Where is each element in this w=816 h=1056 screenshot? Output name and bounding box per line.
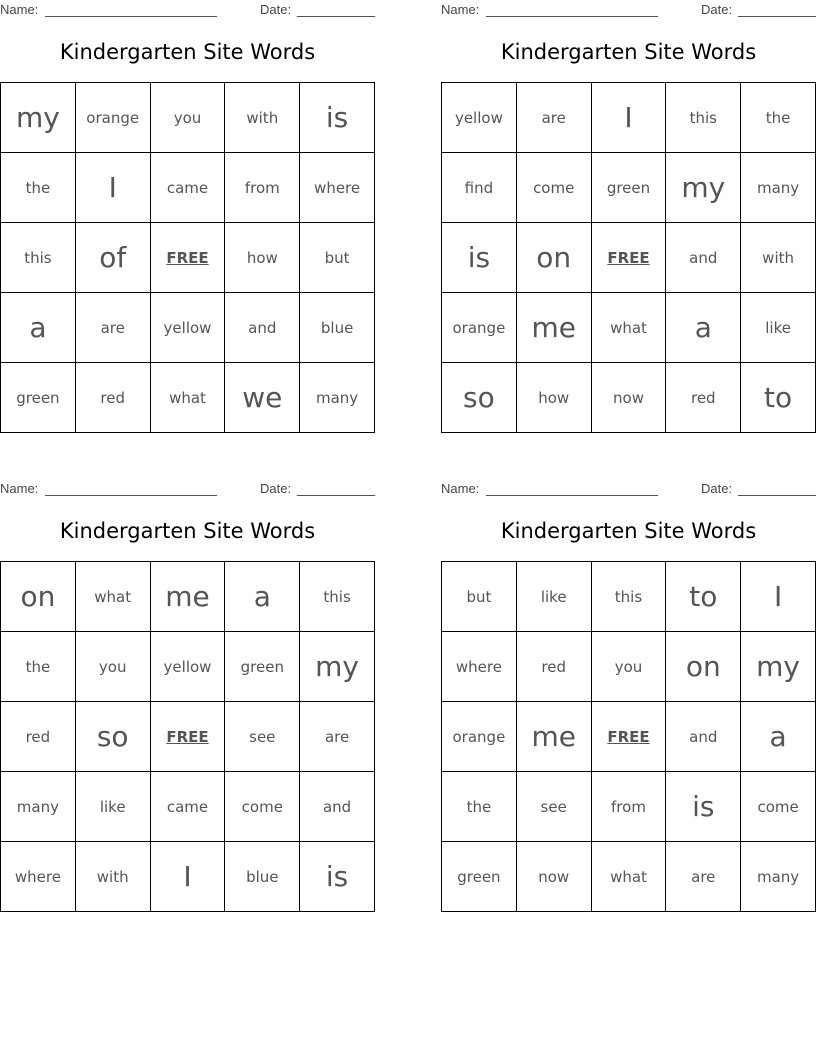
word-cell: many <box>741 842 816 912</box>
word-cell: this <box>592 562 667 632</box>
word-cell: the <box>1 153 76 223</box>
name-line <box>45 16 217 17</box>
word-cell: came <box>151 153 226 223</box>
word-cell: is <box>300 842 375 912</box>
word-cell: the <box>442 772 517 842</box>
word-grid <box>0 82 375 433</box>
word-cell: me <box>517 702 592 772</box>
word-cell: blue <box>225 842 300 912</box>
word-cell: many <box>300 363 375 433</box>
word-cell: come <box>517 153 592 223</box>
free-space: FREE <box>592 223 667 293</box>
word-cell: is <box>300 83 375 153</box>
word-cell: are <box>517 83 592 153</box>
word-cell: you <box>76 632 151 702</box>
name-line <box>486 495 658 496</box>
card-title: Kindergarten Site Words <box>59 40 316 64</box>
word-cell: my <box>666 153 741 223</box>
name-date-row <box>441 481 816 497</box>
word-cell: me <box>151 562 226 632</box>
word-cell: with <box>741 223 816 293</box>
word-cell: yellow <box>151 632 226 702</box>
word-grid <box>441 82 816 433</box>
name-label: Name: <box>0 481 39 496</box>
word-cell: what <box>151 363 226 433</box>
word-cell: how <box>225 223 300 293</box>
word-cell: like <box>741 293 816 363</box>
name-date-row <box>0 481 375 497</box>
word-cell: to <box>741 363 816 433</box>
word-cell: come <box>225 772 300 842</box>
word-cell: and <box>666 702 741 772</box>
word-cell: red <box>517 632 592 702</box>
word-cell: what <box>592 842 667 912</box>
word-cell: this <box>300 562 375 632</box>
word-cell: are <box>300 702 375 772</box>
word-cell: is <box>442 223 517 293</box>
word-cell: you <box>151 83 226 153</box>
word-cell: like <box>517 562 592 632</box>
word-cell: orange <box>442 293 517 363</box>
name-date-row <box>441 2 816 18</box>
word-cell: I <box>741 562 816 632</box>
name-line <box>45 495 217 496</box>
word-cell: with <box>225 83 300 153</box>
word-cell: many <box>741 153 816 223</box>
bingo-card-4 <box>441 479 816 911</box>
word-cell: my <box>300 632 375 702</box>
word-cell: my <box>741 632 816 702</box>
word-cell: how <box>517 363 592 433</box>
word-cell: I <box>592 83 667 153</box>
word-cell: are <box>76 293 151 363</box>
date-line <box>297 16 375 17</box>
word-cell: red <box>1 702 76 772</box>
word-cell: green <box>442 842 517 912</box>
word-cell: but <box>300 223 375 293</box>
word-cell: red <box>666 363 741 433</box>
card-title: Kindergarten Site Words <box>500 40 757 64</box>
word-cell: on <box>666 632 741 702</box>
word-cell: me <box>517 293 592 363</box>
name-label: Name: <box>0 2 39 17</box>
date-label: Date: <box>701 481 733 496</box>
bingo-card-1 <box>0 0 375 432</box>
bingo-card-3 <box>0 479 375 911</box>
word-cell: orange <box>76 83 151 153</box>
date-line <box>738 495 816 496</box>
word-cell: I <box>76 153 151 223</box>
card-title: Kindergarten Site Words <box>500 519 757 543</box>
word-cell: but <box>442 562 517 632</box>
word-cell: a <box>741 702 816 772</box>
word-cell: on <box>517 223 592 293</box>
word-cell: a <box>225 562 300 632</box>
word-cell: my <box>1 83 76 153</box>
name-line <box>486 16 658 17</box>
word-cell: what <box>592 293 667 363</box>
word-cell: to <box>666 562 741 632</box>
word-cell: green <box>1 363 76 433</box>
name-date-row <box>0 2 375 18</box>
word-cell: the <box>1 632 76 702</box>
word-cell: so <box>76 702 151 772</box>
word-cell: this <box>666 83 741 153</box>
bingo-card-2 <box>441 0 816 432</box>
word-cell: now <box>517 842 592 912</box>
word-cell: orange <box>442 702 517 772</box>
name-label: Name: <box>441 2 480 17</box>
date-label: Date: <box>260 481 292 496</box>
date-line <box>297 495 375 496</box>
word-cell: we <box>225 363 300 433</box>
word-cell: green <box>225 632 300 702</box>
word-cell: where <box>442 632 517 702</box>
word-cell: like <box>76 772 151 842</box>
word-cell: yellow <box>442 83 517 153</box>
word-cell: came <box>151 772 226 842</box>
word-cell: you <box>592 632 667 702</box>
word-cell: I <box>151 842 226 912</box>
word-cell: come <box>741 772 816 842</box>
word-cell: yellow <box>151 293 226 363</box>
word-cell: is <box>666 772 741 842</box>
word-cell: see <box>517 772 592 842</box>
word-cell: and <box>225 293 300 363</box>
word-cell: and <box>666 223 741 293</box>
word-cell: from <box>225 153 300 223</box>
word-cell: see <box>225 702 300 772</box>
free-space: FREE <box>151 702 226 772</box>
word-cell: what <box>76 562 151 632</box>
word-cell: with <box>76 842 151 912</box>
word-cell: of <box>76 223 151 293</box>
card-title: Kindergarten Site Words <box>59 519 316 543</box>
word-cell: a <box>666 293 741 363</box>
word-cell: many <box>1 772 76 842</box>
word-cell: and <box>300 772 375 842</box>
word-cell: blue <box>300 293 375 363</box>
word-cell: so <box>442 363 517 433</box>
word-grid <box>441 561 816 912</box>
word-cell: a <box>1 293 76 363</box>
word-cell: on <box>1 562 76 632</box>
date-label: Date: <box>260 2 292 17</box>
word-cell: from <box>592 772 667 842</box>
word-cell: this <box>1 223 76 293</box>
free-space: FREE <box>151 223 226 293</box>
word-cell: are <box>666 842 741 912</box>
word-cell: red <box>76 363 151 433</box>
word-cell: the <box>741 83 816 153</box>
date-label: Date: <box>701 2 733 17</box>
date-line <box>738 16 816 17</box>
word-cell: green <box>592 153 667 223</box>
word-cell: find <box>442 153 517 223</box>
free-space: FREE <box>592 702 667 772</box>
word-grid <box>0 561 375 912</box>
name-label: Name: <box>441 481 480 496</box>
word-cell: now <box>592 363 667 433</box>
word-cell: where <box>1 842 76 912</box>
word-cell: where <box>300 153 375 223</box>
